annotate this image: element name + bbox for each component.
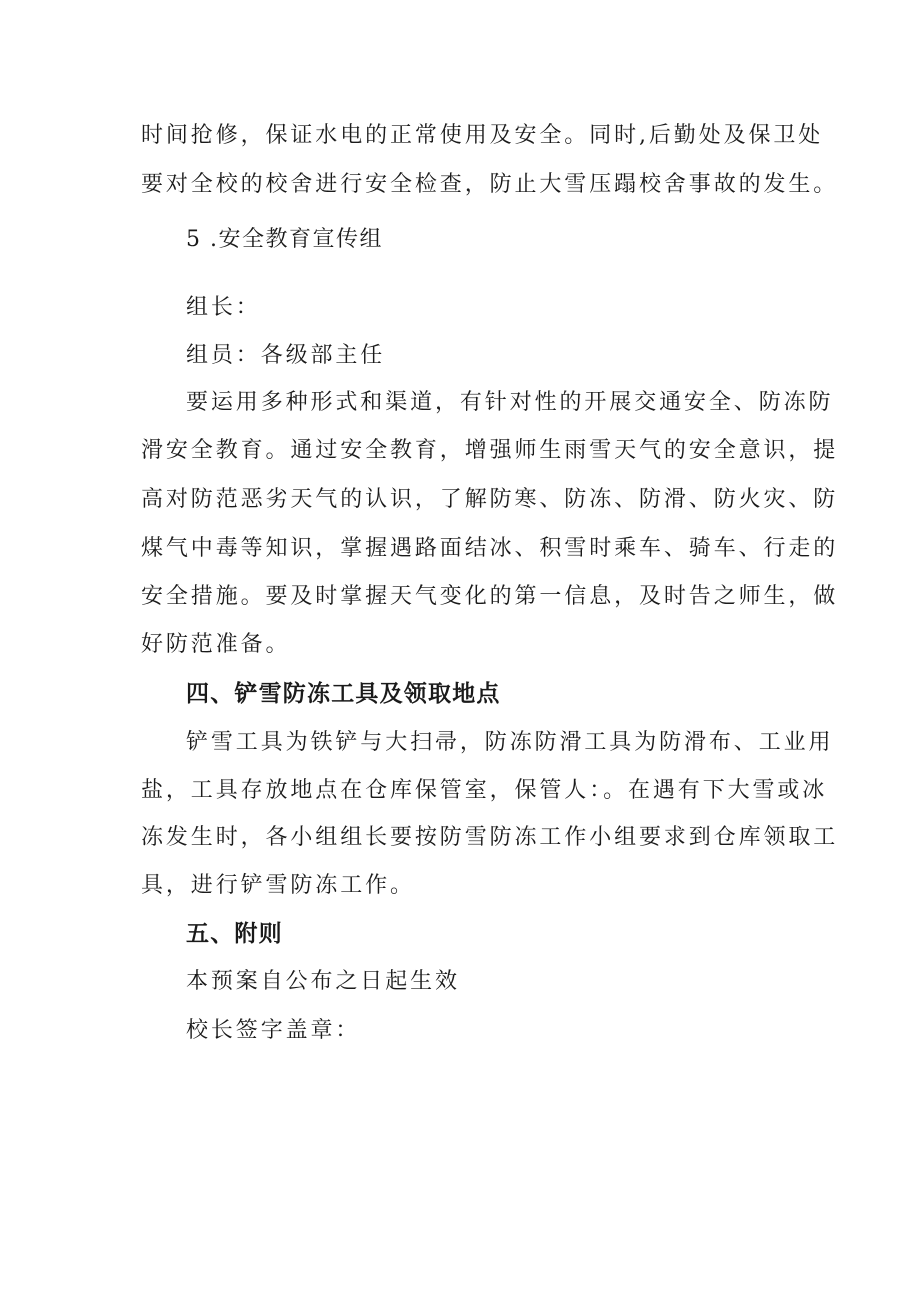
group-members-line: 组员：各级部主任 — [186, 343, 386, 368]
paragraph-line: 安全措施。要及时掌握天气变化的第一信息，及时告之师生，做 — [141, 584, 839, 609]
paragraph-line: 煤气中毒等知识，掌握遇路面结冰、积雪时乘车、骑车、行走的 — [141, 536, 839, 561]
section-heading-5: 五、附则 — [186, 921, 283, 947]
paragraph-line: 好防范准备。 — [141, 632, 291, 657]
paragraph-line: 滑安全教育。通过安全教育，增强师生雨雪天气的安全意识，提 — [141, 438, 839, 463]
paragraph-line: 冻发生时，各小组组长要按防雪防冻工作小组要求到仓库领取工 — [141, 825, 839, 850]
paragraph-line: 时间抢修，保证水电的正常使用及安全。同时,后勤处及保卫处 — [141, 123, 824, 148]
paragraph-line: 铲雪工具为铁铲与大扫帚，防冻防滑工具为防滑布、工业用 — [186, 730, 834, 755]
paragraph-line: 要运用多种形式和渠道，有针对性的开展交通安全、防冻防 — [186, 390, 834, 415]
paragraph-line: 要对全校的校舍进行安全检查，防止大雪压蹋校舍事故的发生。 — [141, 172, 839, 197]
paragraph-line: 盐，工具存放地点在仓库保管室，保管人：。在遇有下大雪或冰 — [141, 778, 828, 803]
section-heading-4: 四、铲雪防冻工具及领取地点 — [186, 681, 501, 707]
paragraph-line: 高对防范恶劣天气的认识，了解防寒、防冻、防滑、防火灾、防 — [141, 487, 839, 512]
signature-line: 校长签字盖章： — [186, 1018, 361, 1043]
group-leader-line: 组长： — [186, 295, 261, 320]
section-5-title: 5 .安全教育宣传组 — [186, 227, 383, 252]
effective-date-line: 本预案自公布之日起生效 — [186, 969, 460, 994]
paragraph-line: 具，进行铲雪防冻工作。 — [141, 873, 415, 898]
